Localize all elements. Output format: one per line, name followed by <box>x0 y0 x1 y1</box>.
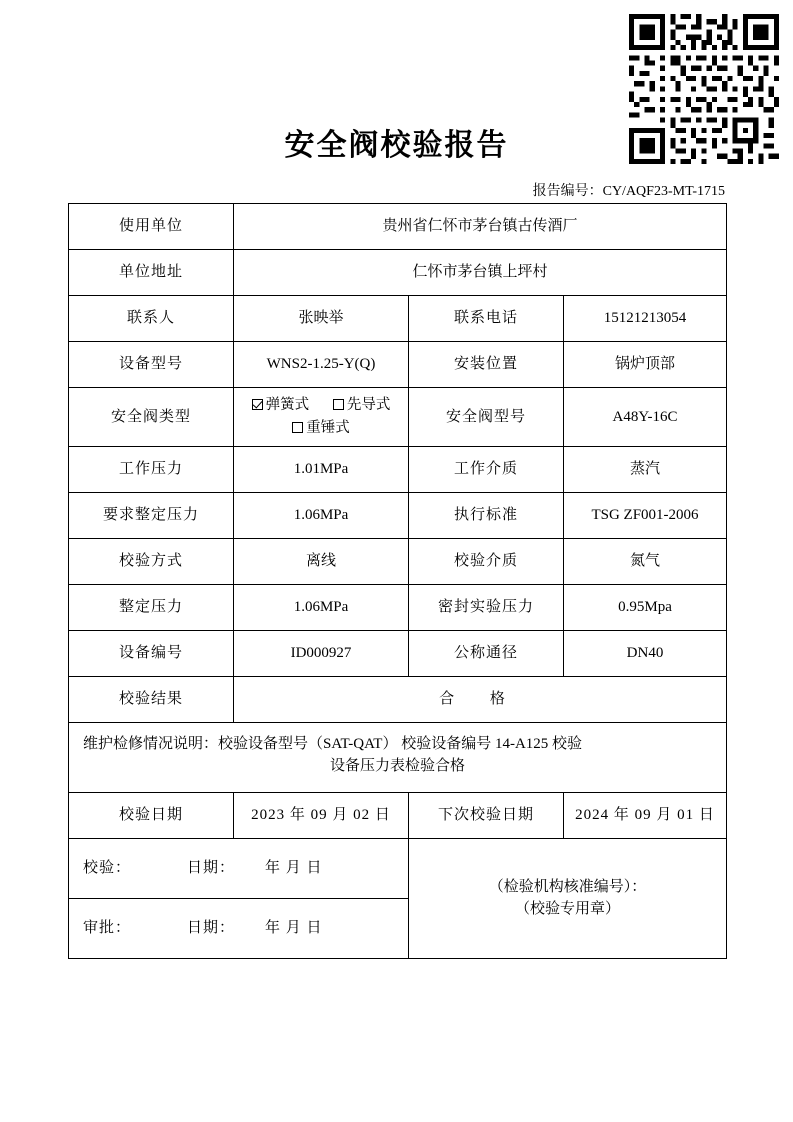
standard-value: TSG ZF001-2006 <box>564 492 727 538</box>
table-row <box>69 204 727 250</box>
device-no-value: ID000927 <box>234 630 409 676</box>
table-row <box>69 676 727 722</box>
table-row <box>69 722 727 792</box>
valve-model-label: 安全阀型号 <box>409 388 564 447</box>
check-date-value: 2023 年 09 月 02 日 <box>234 792 409 838</box>
install-position-value: 锅炉顶部 <box>564 342 727 388</box>
set-pressure-label: 整定压力 <box>69 584 234 630</box>
check-method-value: 离线 <box>234 538 409 584</box>
maintenance-note-line2: 设备压力表检验合格 <box>330 758 466 774</box>
report-number <box>0 180 793 200</box>
table-row <box>69 388 727 447</box>
contact-value: 张映举 <box>234 296 409 342</box>
inspector-date-ymd: 年 月 日 <box>265 859 323 876</box>
valve-type-option-weight[interactable] <box>292 418 350 440</box>
install-position-label: 安装位置 <box>409 342 564 388</box>
unit-label: 使用单位 <box>69 204 234 250</box>
seal-test-pressure-value: 0.95Mpa <box>564 584 727 630</box>
check-medium-label: 校验介质 <box>409 538 564 584</box>
table-row <box>69 296 727 342</box>
maintenance-note <box>69 722 727 792</box>
valve-type-option-weight-label: 重锤式 <box>306 419 350 436</box>
phone-value: 15121213054 <box>564 296 727 342</box>
valve-type-options <box>234 388 409 447</box>
checkbox-checked-icon[interactable] <box>252 399 263 410</box>
work-pressure-value: 1.01MPa <box>234 446 409 492</box>
approver-signature-label: 审批： <box>83 919 132 936</box>
result-label: 校验结果 <box>69 676 234 722</box>
result-value: 合 格 <box>234 676 727 722</box>
next-check-date-value: 2024 年 09 月 01 日 <box>564 792 727 838</box>
page-title: 安全阀校验报告 <box>284 129 509 162</box>
model-label: 设备型号 <box>69 342 234 388</box>
check-medium-value: 氮气 <box>564 538 727 584</box>
valve-model-value: A48Y-16C <box>564 388 727 447</box>
table-row <box>69 492 727 538</box>
table-row <box>69 342 727 388</box>
table-row <box>69 792 727 838</box>
accreditation-number-label: （检验机构核准编号）： <box>488 878 647 895</box>
inspector-date-label: 日期： <box>187 859 236 876</box>
nominal-diameter-label: 公称通径 <box>409 630 564 676</box>
table-row <box>69 446 727 492</box>
approver-date-label: 日期： <box>187 919 236 936</box>
maintenance-note-line1: 维护检修情况说明：校验设备型号（SAT-QAT） 校验设备编号 14-A125 校验 <box>83 735 583 752</box>
unit-value: 贵州省仁怀市茅台镇古传酒厂 <box>234 204 727 250</box>
inspector-signature-label: 校验： <box>83 859 132 876</box>
inspector-signature-field[interactable] <box>69 838 409 898</box>
work-medium-label: 工作介质 <box>409 446 564 492</box>
standard-label: 执行标准 <box>409 492 564 538</box>
address-value: 仁怀市茅台镇上坪村 <box>234 250 727 296</box>
next-check-date-label: 下次校验日期 <box>409 792 564 838</box>
model-value: WNS2-1.25-Y(Q) <box>234 342 409 388</box>
table-row <box>69 584 727 630</box>
check-date-label: 校验日期 <box>69 792 234 838</box>
set-pressure-value: 1.06MPa <box>234 584 409 630</box>
work-pressure-label: 工作压力 <box>69 446 234 492</box>
work-medium-value: 蒸汽 <box>564 446 727 492</box>
approver-date-ymd: 年 月 日 <box>265 919 323 936</box>
checkbox-icon[interactable] <box>292 422 303 433</box>
table-row <box>69 630 727 676</box>
report-number-value: CY/AQF23-MT-1715 <box>602 184 725 199</box>
report-table <box>68 203 727 959</box>
table-row <box>69 838 727 898</box>
table-row <box>69 538 727 584</box>
checkbox-icon[interactable] <box>333 399 344 410</box>
valve-type-option-pilot[interactable] <box>333 395 391 417</box>
report-number-label: 报告编号： <box>532 184 603 199</box>
seal-test-pressure-label: 密封实验压力 <box>409 584 564 630</box>
valve-type-option-spring-label: 弹簧式 <box>265 397 310 413</box>
seal-area <box>409 838 727 958</box>
device-no-label: 设备编号 <box>69 630 234 676</box>
table-row <box>69 250 727 296</box>
required-set-pressure-label: 要求整定压力 <box>69 492 234 538</box>
contact-label: 联系人 <box>69 296 234 342</box>
valve-type-option-pilot-label: 先导式 <box>346 397 391 413</box>
nominal-diameter-value: DN40 <box>564 630 727 676</box>
valve-type-label: 安全阀类型 <box>69 388 234 447</box>
check-method-label: 校验方式 <box>69 538 234 584</box>
inspection-seal-label: （校验专用章） <box>515 901 621 917</box>
phone-label: 联系电话 <box>409 296 564 342</box>
address-label: 单位地址 <box>69 250 234 296</box>
valve-type-option-spring[interactable] <box>252 395 310 417</box>
approver-signature-field[interactable] <box>69 898 409 958</box>
required-set-pressure-value: 1.06MPa <box>234 492 409 538</box>
